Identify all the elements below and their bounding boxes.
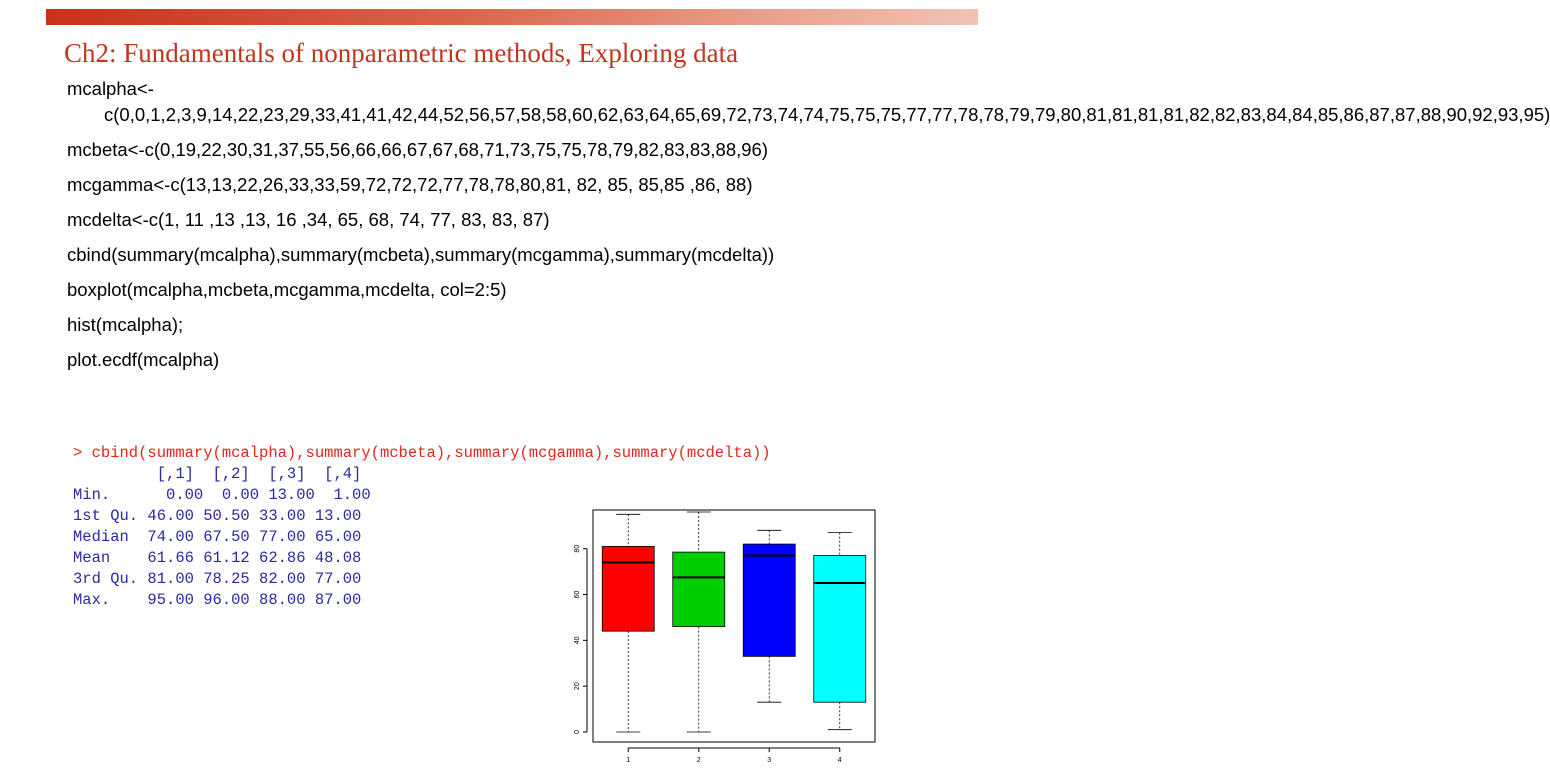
slide-title: Ch2: Fundamentals of nonparametric methods, Exploring data <box>64 38 739 68</box>
code-line-cbind: cbind(summary(mcalpha),summary(mcbeta),summary(mcgamma),summary(mcdelta)) <box>67 244 775 265</box>
code-line-mcgamma: mcgamma<-c(13,13,22,26,33,33,59,72,72,72,77,78,78,80,81, 82, 85, 85,85 ,86, 88) <box>67 174 753 195</box>
console-row: Max. 95.00 96.00 88.00 87.00 <box>73 591 362 609</box>
code-line-hist: hist(mcalpha); <box>67 314 184 335</box>
y-tick-label: 80 <box>574 544 581 553</box>
x-tick-label: 3 <box>767 757 772 764</box>
box-1 <box>602 546 654 631</box>
code-line-mcbeta: mcbeta<-c(0,19,22,30,31,37,55,56,66,66,67,67,68,71,73,75,75,78,79,82,83,83,88,96) <box>67 139 768 160</box>
console-row: 1st Qu. 46.00 50.50 33.00 13.00 <box>73 507 362 525</box>
box-3 <box>743 544 795 656</box>
title-accent-bar <box>46 9 978 25</box>
code-line-ecdf: plot.ecdf(mcalpha) <box>67 349 220 370</box>
y-tick-label: 20 <box>574 682 581 691</box>
x-tick-label: 4 <box>837 757 842 764</box>
code-line-mcalpha: mcalpha<-c(0,0,1,2,3,9,14,22,23,29,33,41,41,42,44,52,56,57,58,58,60,62,63,64,65,69,72,73,74,74,75,75,75,77,77,78,78,79,79,80,81,81,81,81,82,82,83,84,84,85,86,87,87,88,90,92,93,95) <box>67 78 1550 125</box>
code-line-mcdelta: mcdelta<-c(1, 11 ,13 ,13, 16 ,34, 65, 68, 74, 77, 83, 83, 87) <box>67 209 550 230</box>
boxplot-chart <box>565 500 885 773</box>
console-row: [,1] [,2] [,3] [,4] <box>73 465 362 483</box>
y-tick-label: 40 <box>574 636 581 645</box>
console-row: Mean 61.66 61.12 62.86 48.08 <box>73 549 362 567</box>
console-row: 3rd Qu. 81.00 78.25 82.00 77.00 <box>73 570 362 588</box>
code-block <box>67 76 1550 375</box>
code-line-boxplot: boxplot(mcalpha,mcbeta,mcgamma,mcdelta, col=2:5) <box>67 279 507 300</box>
console-row: Median 74.00 67.50 77.00 65.00 <box>73 528 362 546</box>
console-command: > cbind(summary(mcalpha),summary(mcbeta),summary(mcgamma),summary(mcdelta)) <box>73 444 771 462</box>
x-tick-label: 1 <box>626 757 631 764</box>
box-2 <box>673 552 725 626</box>
box-4 <box>814 556 866 703</box>
y-tick-label: 60 <box>574 590 581 599</box>
x-tick-label: 2 <box>696 757 701 764</box>
console-row: Min. 0.00 0.00 13.00 1.00 <box>73 486 371 504</box>
y-tick-label: 0 <box>574 730 581 734</box>
